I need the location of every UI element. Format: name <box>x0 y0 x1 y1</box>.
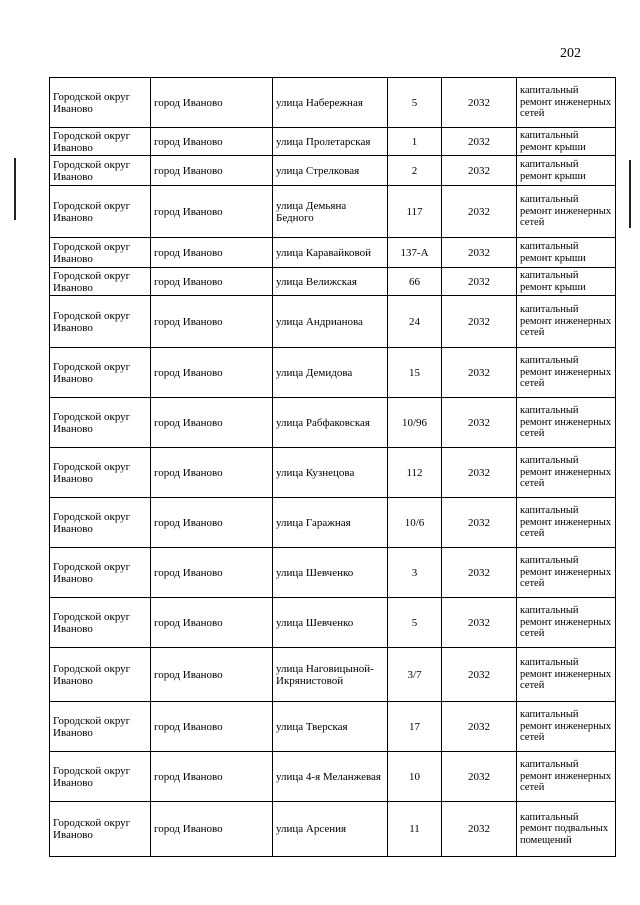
year-cell: 2032 <box>442 548 517 598</box>
table-row <box>50 238 616 268</box>
house-number-cell: 11 <box>388 802 442 857</box>
house-number-cell: 2 <box>388 156 442 186</box>
house-number-cell: 3 <box>388 548 442 598</box>
district-cell: Городской округ Иваново <box>50 548 151 598</box>
street-cell: улица Каравайковой <box>273 238 388 268</box>
district-cell: Городской округ Иваново <box>50 186 151 238</box>
house-number-cell: 10/6 <box>388 498 442 548</box>
work-type-cell: капитальный ремонт инженерных сетей <box>517 348 616 398</box>
work-type-cell: капитальный ремонт инженерных сетей <box>517 548 616 598</box>
table-row <box>50 78 616 128</box>
district-cell: Городской округ Иваново <box>50 648 151 702</box>
work-type-cell: капитальный ремонт крыши <box>517 268 616 296</box>
year-cell: 2032 <box>442 498 517 548</box>
city-cell: город Иваново <box>151 186 273 238</box>
house-number-cell: 66 <box>388 268 442 296</box>
house-number-cell: 15 <box>388 348 442 398</box>
district-cell: Городской округ Иваново <box>50 448 151 498</box>
house-number-cell: 3/7 <box>388 648 442 702</box>
table-row <box>50 598 616 648</box>
district-cell: Городской округ Иваново <box>50 238 151 268</box>
year-cell: 2032 <box>442 702 517 752</box>
year-cell: 2032 <box>442 268 517 296</box>
work-type-cell: капитальный ремонт инженерных сетей <box>517 78 616 128</box>
table-row <box>50 348 616 398</box>
street-cell: улица Стрелковая <box>273 156 388 186</box>
table-row <box>50 548 616 598</box>
district-cell: Городской округ Иваново <box>50 156 151 186</box>
house-number-cell: 5 <box>388 78 442 128</box>
street-cell: улица Рабфаковская <box>273 398 388 448</box>
street-cell: улица Демьяна Бедного <box>273 186 388 238</box>
table-row <box>50 752 616 802</box>
house-number-cell: 10 <box>388 752 442 802</box>
district-cell: Городской округ Иваново <box>50 268 151 296</box>
city-cell: город Иваново <box>151 128 273 156</box>
house-number-cell: 5 <box>388 598 442 648</box>
city-cell: город Иваново <box>151 156 273 186</box>
work-type-cell: капитальный ремонт инженерных сетей <box>517 752 616 802</box>
table-row <box>50 156 616 186</box>
street-cell: улица Кузнецова <box>273 448 388 498</box>
district-cell: Городской округ Иваново <box>50 128 151 156</box>
house-number-cell: 112 <box>388 448 442 498</box>
year-cell: 2032 <box>442 752 517 802</box>
street-cell: улица Пролетарская <box>273 128 388 156</box>
street-cell: улица Тверская <box>273 702 388 752</box>
margin-mark-left <box>14 158 16 220</box>
work-type-cell: капитальный ремонт подвальных помещений <box>517 802 616 857</box>
work-type-cell: капитальный ремонт крыши <box>517 156 616 186</box>
year-cell: 2032 <box>442 78 517 128</box>
repair-schedule-table <box>49 77 616 857</box>
city-cell: город Иваново <box>151 78 273 128</box>
district-cell: Городской округ Иваново <box>50 348 151 398</box>
year-cell: 2032 <box>442 128 517 156</box>
year-cell: 2032 <box>442 448 517 498</box>
district-cell: Городской округ Иваново <box>50 752 151 802</box>
year-cell: 2032 <box>442 348 517 398</box>
table-row <box>50 802 616 857</box>
city-cell: город Иваново <box>151 268 273 296</box>
street-cell: улица Демидова <box>273 348 388 398</box>
district-cell: Городской округ Иваново <box>50 702 151 752</box>
house-number-cell: 1 <box>388 128 442 156</box>
year-cell: 2032 <box>442 648 517 702</box>
city-cell: город Иваново <box>151 448 273 498</box>
work-type-cell: капитальный ремонт крыши <box>517 128 616 156</box>
house-number-cell: 10/96 <box>388 398 442 448</box>
work-type-cell: капитальный ремонт инженерных сетей <box>517 648 616 702</box>
page-number: 202 <box>560 46 581 61</box>
house-number-cell: 137-А <box>388 238 442 268</box>
year-cell: 2032 <box>442 186 517 238</box>
table-row <box>50 186 616 238</box>
year-cell: 2032 <box>442 802 517 857</box>
city-cell: город Иваново <box>151 398 273 448</box>
year-cell: 2032 <box>442 398 517 448</box>
house-number-cell: 117 <box>388 186 442 238</box>
table-body <box>50 78 616 857</box>
city-cell: город Иваново <box>151 598 273 648</box>
city-cell: город Иваново <box>151 348 273 398</box>
street-cell: улица Велижская <box>273 268 388 296</box>
city-cell: город Иваново <box>151 648 273 702</box>
city-cell: город Иваново <box>151 498 273 548</box>
work-type-cell: капитальный ремонт инженерных сетей <box>517 598 616 648</box>
year-cell: 2032 <box>442 238 517 268</box>
district-cell: Городской округ Иваново <box>50 78 151 128</box>
table-row <box>50 648 616 702</box>
street-cell: улица Шевченко <box>273 598 388 648</box>
city-cell: город Иваново <box>151 702 273 752</box>
street-cell: улица Наговицыной-Икрянистовой <box>273 648 388 702</box>
street-cell: улица Гаражная <box>273 498 388 548</box>
street-cell: улица Арсения <box>273 802 388 857</box>
house-number-cell: 24 <box>388 296 442 348</box>
city-cell: город Иваново <box>151 548 273 598</box>
table-row <box>50 128 616 156</box>
work-type-cell: капитальный ремонт инженерных сетей <box>517 702 616 752</box>
work-type-cell: капитальный ремонт инженерных сетей <box>517 296 616 348</box>
district-cell: Городской округ Иваново <box>50 498 151 548</box>
table-row <box>50 268 616 296</box>
table-row <box>50 448 616 498</box>
house-number-cell: 17 <box>388 702 442 752</box>
table-row <box>50 498 616 548</box>
district-cell: Городской округ Иваново <box>50 598 151 648</box>
year-cell: 2032 <box>442 296 517 348</box>
work-type-cell: капитальный ремонт инженерных сетей <box>517 186 616 238</box>
table-row <box>50 398 616 448</box>
work-type-cell: капитальный ремонт инженерных сетей <box>517 498 616 548</box>
work-type-cell: капитальный ремонт инженерных сетей <box>517 448 616 498</box>
year-cell: 2032 <box>442 156 517 186</box>
table-row <box>50 296 616 348</box>
table-row <box>50 702 616 752</box>
district-cell: Городской округ Иваново <box>50 802 151 857</box>
district-cell: Городской округ Иваново <box>50 296 151 348</box>
district-cell: Городской округ Иваново <box>50 398 151 448</box>
street-cell: улица Андрианова <box>273 296 388 348</box>
street-cell: улица 4-я Меланжевая <box>273 752 388 802</box>
street-cell: улица Набережная <box>273 78 388 128</box>
year-cell: 2032 <box>442 598 517 648</box>
city-cell: город Иваново <box>151 752 273 802</box>
city-cell: город Иваново <box>151 802 273 857</box>
margin-mark-right <box>629 160 631 228</box>
street-cell: улица Шевченко <box>273 548 388 598</box>
city-cell: город Иваново <box>151 296 273 348</box>
work-type-cell: капитальный ремонт крыши <box>517 238 616 268</box>
city-cell: город Иваново <box>151 238 273 268</box>
work-type-cell: капитальный ремонт инженерных сетей <box>517 398 616 448</box>
